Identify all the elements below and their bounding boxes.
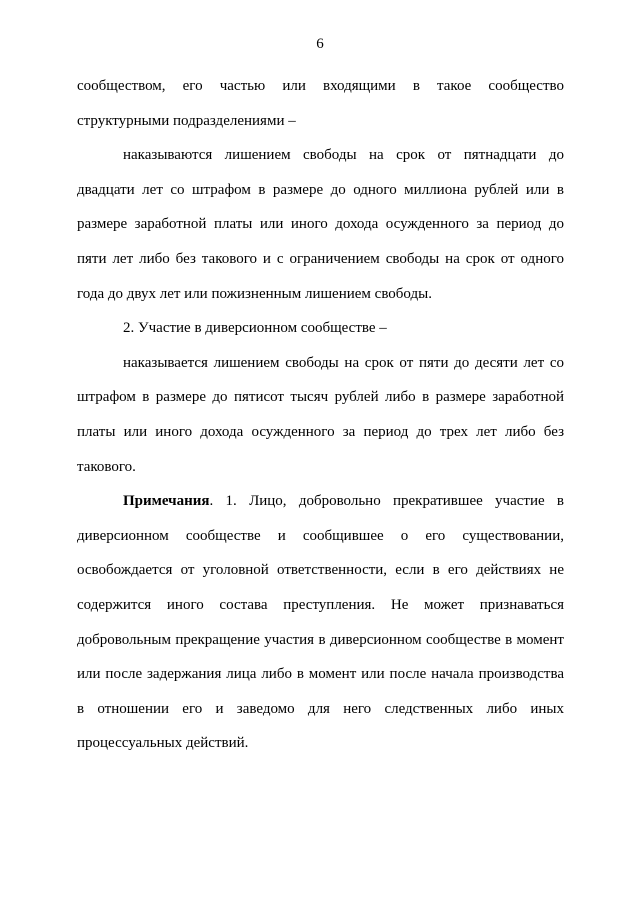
- text-line: размере заработной платы или иного дохода осужденного за период до: [77, 216, 564, 233]
- text-line: структурными подразделениями –: [77, 112, 296, 129]
- text-line: такового.: [77, 458, 136, 475]
- note-first-line: [77, 487, 564, 522]
- text-line: пяти лет либо без такового и с ограничением свободы на срок от одного: [77, 250, 564, 267]
- text-line: процессуальных действий.: [77, 735, 249, 752]
- text-line: штрафом в размере до пятисот тысяч рублей либо в размере заработной: [77, 389, 564, 406]
- document-body: [77, 72, 564, 764]
- page-number: 6: [316, 36, 324, 52]
- text-line: диверсионном сообществе и сообщившее о его существовании,: [77, 527, 564, 544]
- note-first-line-text: . 1. Лицо, добровольно прекратившее участие в: [209, 493, 564, 510]
- text-line: или после задержания лица либо в момент или после начала производства: [77, 666, 564, 683]
- text-line: наказывается лишением свободы на срок от пяти до десяти лет со: [123, 354, 564, 371]
- text-line: 2. Участие в диверсионном сообществе –: [123, 320, 387, 337]
- text-line: освобождается от уголовной ответственности, если в его действиях не: [77, 562, 564, 579]
- text-line: наказываются лишением свободы на срок от пятнадцати до: [123, 147, 564, 164]
- text-line: добровольным прекращение участия в диверсионном сообществе в момент: [77, 631, 564, 648]
- note-heading: Примечания: [123, 493, 210, 510]
- text-line: двадцати лет со штрафом в размере до одного миллиона рублей или в: [77, 181, 564, 198]
- text-line: содержится иного состава преступления. Не может признаваться: [77, 596, 564, 613]
- text-line: в отношении его и заведомо для него следственных либо иных: [77, 700, 564, 717]
- text-line: сообществом, его частью или входящими в такое сообщество: [77, 78, 564, 94]
- text-line: года до двух лет или пожизненным лишением свободы.: [77, 285, 432, 302]
- text-line: платы или иного дохода осужденного за период до трех лет либо без: [77, 423, 564, 440]
